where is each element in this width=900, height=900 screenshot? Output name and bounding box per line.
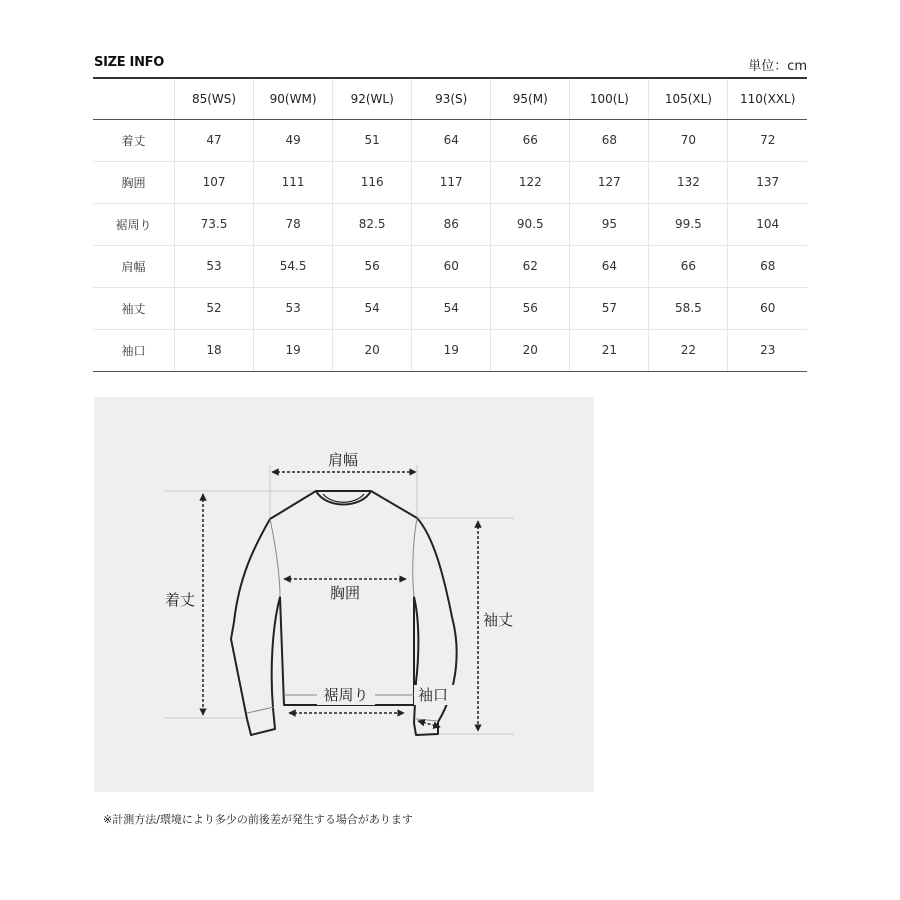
table-cell: 53 xyxy=(254,287,333,329)
table-row xyxy=(93,119,807,161)
table-row xyxy=(93,161,807,203)
shoulder-width-label: 肩幅 xyxy=(327,451,359,469)
table-row xyxy=(93,287,807,329)
table-cell: 22 xyxy=(649,329,728,371)
sleeve-length-label: 袖丈 xyxy=(482,611,514,629)
table-cell: 86 xyxy=(412,203,491,245)
table-cell: 73.5 xyxy=(175,203,254,245)
table-cell: 64 xyxy=(570,245,649,287)
row-label: 裾周り xyxy=(93,203,175,245)
table-cell: 20 xyxy=(491,329,570,371)
table-row xyxy=(93,203,807,245)
measurement-note: ※計測方法/環境により多少の前後差が発生する場合があります xyxy=(103,813,413,826)
table-cell: 117 xyxy=(412,161,491,203)
chest-label: 胸囲 xyxy=(329,584,361,602)
table-cell: 95 xyxy=(570,203,649,245)
table-cell: 62 xyxy=(491,245,570,287)
table-row xyxy=(93,329,807,371)
table-cell: 58.5 xyxy=(649,287,728,329)
table-cell: 60 xyxy=(412,245,491,287)
table-cell: 54 xyxy=(333,287,412,329)
row-label: 袖丈 xyxy=(93,287,175,329)
unit-label: 単位：cm xyxy=(748,59,807,74)
column-header-size: 90(WM) xyxy=(254,78,333,119)
column-header-size: 92(WL) xyxy=(333,78,412,119)
measurement-diagram xyxy=(94,397,594,792)
table-cell: 72 xyxy=(728,119,807,161)
size-info-header xyxy=(94,55,807,77)
hem-label: 裾周り xyxy=(323,686,369,704)
table-cell: 68 xyxy=(570,119,649,161)
table-cell: 52 xyxy=(175,287,254,329)
table-cell: 57 xyxy=(570,287,649,329)
row-label: 肩幅 xyxy=(93,245,175,287)
table-cell: 127 xyxy=(570,161,649,203)
table-cell: 60 xyxy=(728,287,807,329)
column-header-size: 105(XL) xyxy=(649,78,728,119)
cuff-label: 袖口 xyxy=(417,686,449,704)
table-cell: 56 xyxy=(333,245,412,287)
table-cell: 132 xyxy=(649,161,728,203)
table-cell: 122 xyxy=(491,161,570,203)
table-row xyxy=(93,245,807,287)
table-cell: 20 xyxy=(333,329,412,371)
body-length-label: 着丈 xyxy=(164,591,196,609)
column-header-size: 110(XXL) xyxy=(728,78,807,119)
column-header-size: 100(L) xyxy=(570,78,649,119)
size-table xyxy=(93,77,807,372)
table-cell: 111 xyxy=(254,161,333,203)
table-cell: 47 xyxy=(175,119,254,161)
table-cell: 66 xyxy=(491,119,570,161)
table-cell: 19 xyxy=(254,329,333,371)
table-cell: 78 xyxy=(254,203,333,245)
table-cell: 107 xyxy=(175,161,254,203)
sweatshirt-illustration xyxy=(94,397,594,792)
table-cell: 49 xyxy=(254,119,333,161)
table-cell: 64 xyxy=(412,119,491,161)
table-cell: 19 xyxy=(412,329,491,371)
table-cell: 137 xyxy=(728,161,807,203)
table-cell: 68 xyxy=(728,245,807,287)
table-cell: 53 xyxy=(175,245,254,287)
size-info-title: SIZE INFO xyxy=(94,55,164,70)
row-label: 袖口 xyxy=(93,329,175,371)
table-cell: 104 xyxy=(728,203,807,245)
table-cell: 66 xyxy=(649,245,728,287)
table-cell: 56 xyxy=(491,287,570,329)
table-cell: 54.5 xyxy=(254,245,333,287)
table-cell: 90.5 xyxy=(491,203,570,245)
column-header-size: 93(S) xyxy=(412,78,491,119)
table-cell: 18 xyxy=(175,329,254,371)
table-cell: 99.5 xyxy=(649,203,728,245)
table-cell: 116 xyxy=(333,161,412,203)
row-label: 着丈 xyxy=(93,119,175,161)
table-cell: 82.5 xyxy=(333,203,412,245)
size-table-header-row xyxy=(93,78,807,119)
row-label: 胸囲 xyxy=(93,161,175,203)
column-header-blank xyxy=(93,78,175,119)
table-cell: 21 xyxy=(570,329,649,371)
table-cell: 70 xyxy=(649,119,728,161)
column-header-size: 85(WS) xyxy=(175,78,254,119)
table-cell: 54 xyxy=(412,287,491,329)
column-header-size: 95(M) xyxy=(491,78,570,119)
table-cell: 51 xyxy=(333,119,412,161)
table-cell: 23 xyxy=(728,329,807,371)
